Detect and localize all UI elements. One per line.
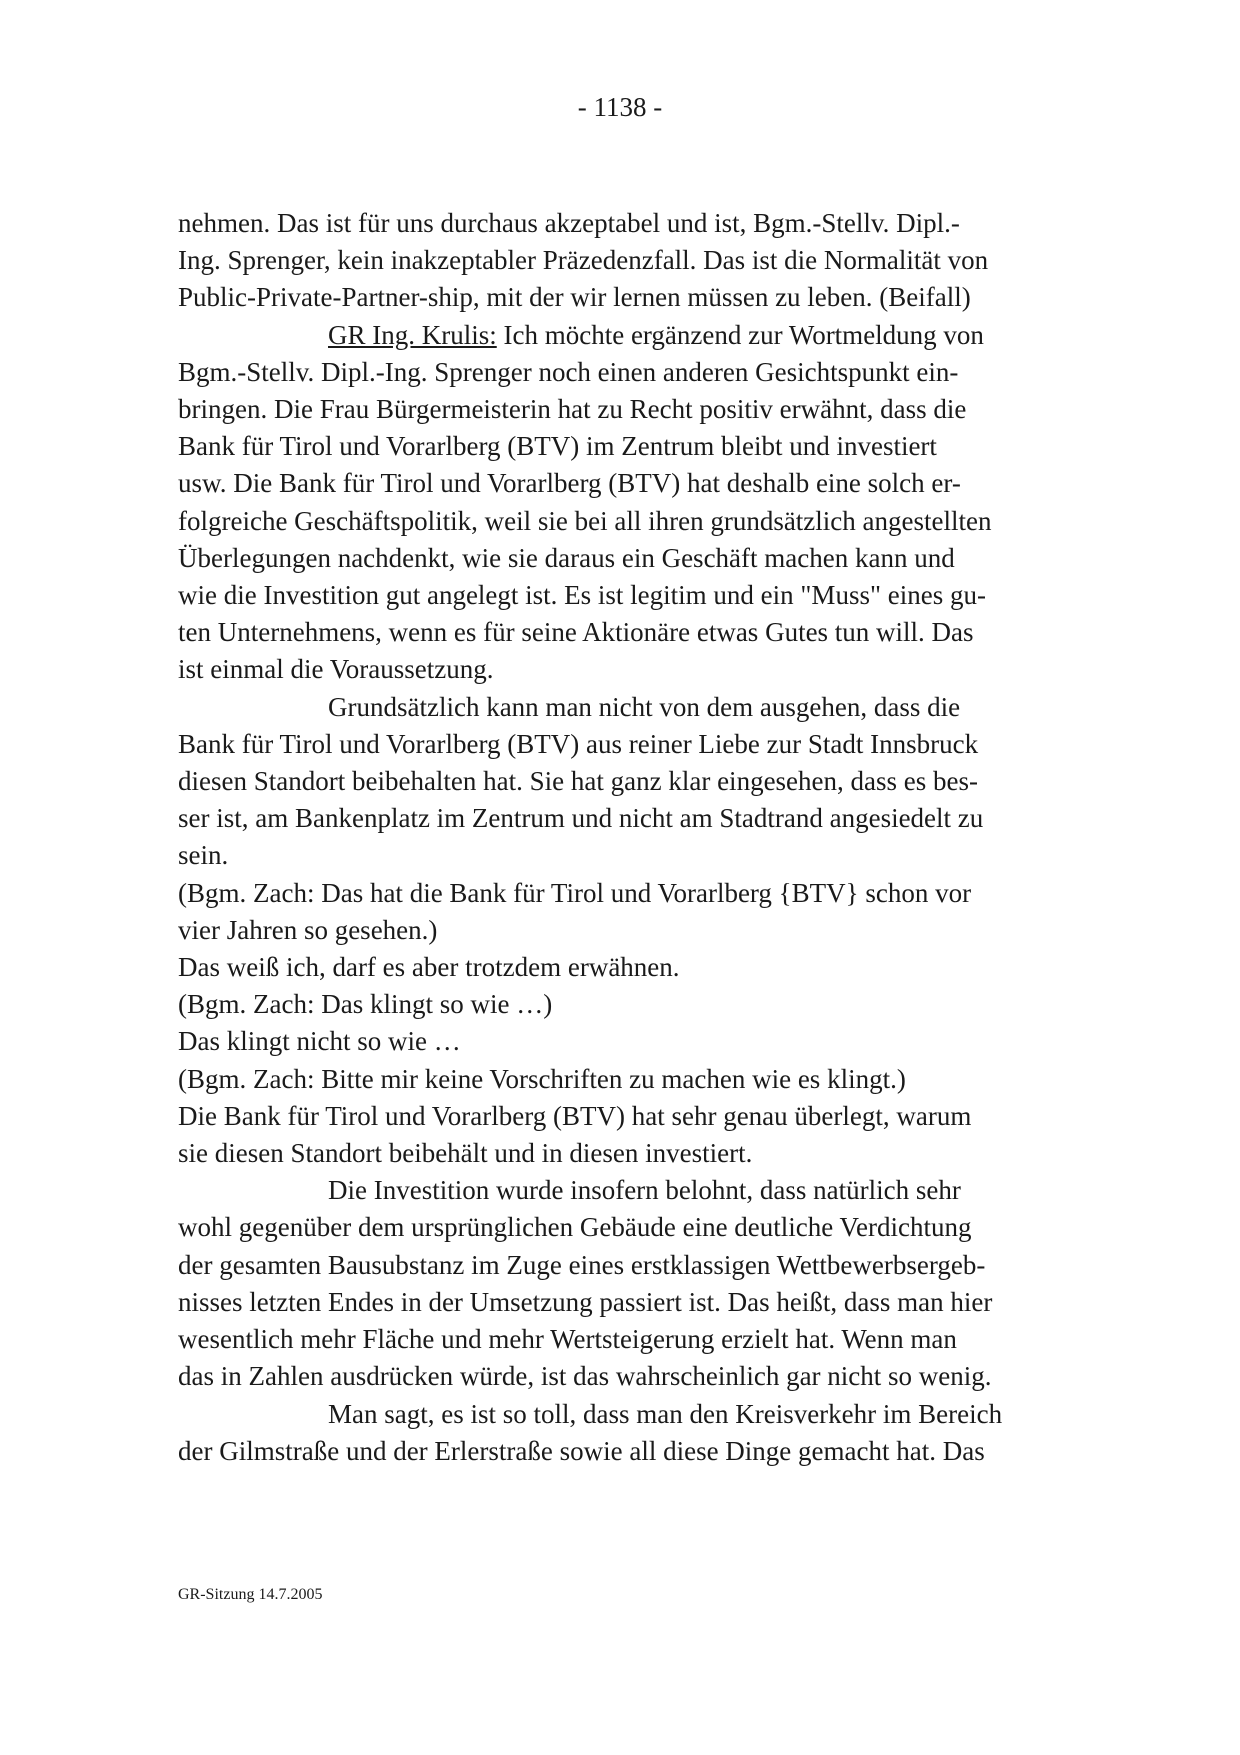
text-line: Ing. Sprenger, kein inakzeptabler Präzedenzfall. Das ist die Normalität von: [178, 245, 989, 276]
page-number: - 1138 -: [577, 92, 663, 122]
body-text: [178, 205, 1068, 1470]
interjection-line: (Bgm. Zach: Das hat die Bank für Tirol und Vorarlberg {BTV} schon vor: [178, 877, 972, 908]
text-line: Ich möchte ergänzend zur Wortmeldung von: [503, 319, 984, 350]
text-line: Das klingt nicht so wie …: [178, 1026, 461, 1057]
footer-session-date: GR-Sitzung 14.7.2005: [178, 1586, 323, 1603]
interjection-line: (Bgm. Zach: Bitte mir keine Vorschriften zu machen wie es klingt.): [178, 1063, 906, 1094]
text-line: Public-Private-Partner-ship, mit der wir lernen müssen zu leben. (Beifall): [178, 282, 971, 313]
text-line: Bank für Tirol und Vorarlberg (BTV) im Zentrum bleibt und investiert: [178, 431, 937, 462]
text-line: ser ist, am Bankenplatz im Zentrum und nicht am Stadtrand angesiedelt zu: [178, 803, 984, 834]
text-line: Man sagt, es ist so toll, dass man den Kreisverkehr im Bereich: [328, 1398, 1003, 1429]
text-line: folgreiche Geschäftspolitik, weil sie bei all ihren grundsätzlich angestellten: [178, 505, 992, 536]
text-line: bringen. Die Frau Bürgermeisterin hat zu Recht positiv erwähnt, dass die: [178, 394, 967, 425]
text-line: der Gilmstraße und der Erlerstraße sowie all diese Dinge gemacht hat. Das: [178, 1435, 985, 1466]
text-line: ten Unternehmens, wenn es für seine Aktionäre etwas Gutes tun will. Das: [178, 617, 974, 648]
text-line: wesentlich mehr Fläche und mehr Wertsteigerung erzielt hat. Wenn man: [178, 1324, 957, 1355]
text-line: Bgm.-Stellv. Dipl.-Ing. Sprenger noch einen anderen Gesichtspunkt ein-: [178, 356, 959, 387]
speech-start: [178, 317, 1068, 354]
text-line: diesen Standort beibehalten hat. Sie hat ganz klar eingesehen, dass es bes-: [178, 766, 978, 797]
text-line: nisses letzten Endes in der Umsetzung passiert ist. Das heißt, dass man hier: [178, 1286, 993, 1317]
text-line: ist einmal die Voraussetzung.: [178, 654, 494, 685]
text-line: wie die Investition gut angelegt ist. Es ist legitim und ein "Muss" eines gu-: [178, 580, 986, 611]
text-line: wohl gegenüber dem ursprünglichen Gebäude eine deutliche Verdichtung: [178, 1212, 972, 1243]
interjection-line: (Bgm. Zach: Das klingt so wie …): [178, 989, 553, 1020]
text-line: Überlegungen nachdenkt, wie sie daraus ein Geschäft machen kann und: [178, 542, 955, 573]
text-line: Die Investition wurde insofern belohnt, dass natürlich sehr: [328, 1175, 961, 1206]
speaker-name: GR Ing. Krulis:: [328, 319, 497, 350]
text-line: das in Zahlen ausdrücken würde, ist das wahrscheinlich gar nicht so wenig.: [178, 1361, 992, 1392]
text-line: usw. Die Bank für Tirol und Vorarlberg (BTV) hat deshalb eine solch er-: [178, 468, 961, 499]
text-line: sie diesen Standort beibehält und in diesen investiert.: [178, 1138, 753, 1169]
interjection-line: vier Jahren so gesehen.): [178, 914, 438, 945]
text-line: sein.: [178, 840, 229, 871]
text-line: Die Bank für Tirol und Vorarlberg (BTV) hat sehr genau überlegt, warum: [178, 1100, 972, 1131]
text-line: Grundsätzlich kann man nicht von dem ausgehen, dass die: [328, 691, 961, 722]
text-line: der gesamten Bausubstanz im Zuge eines erstklassigen Wettbewerbsergeb-: [178, 1249, 986, 1280]
text-line: Das weiß ich, darf es aber trotzdem erwähnen.: [178, 952, 680, 983]
text-line: nehmen. Das ist für uns durchaus akzeptabel und ist, Bgm.-Stellv. Dipl.-: [178, 208, 960, 238]
text-line: Bank für Tirol und Vorarlberg (BTV) aus reiner Liebe zur Stadt Innsbruck: [178, 728, 979, 759]
